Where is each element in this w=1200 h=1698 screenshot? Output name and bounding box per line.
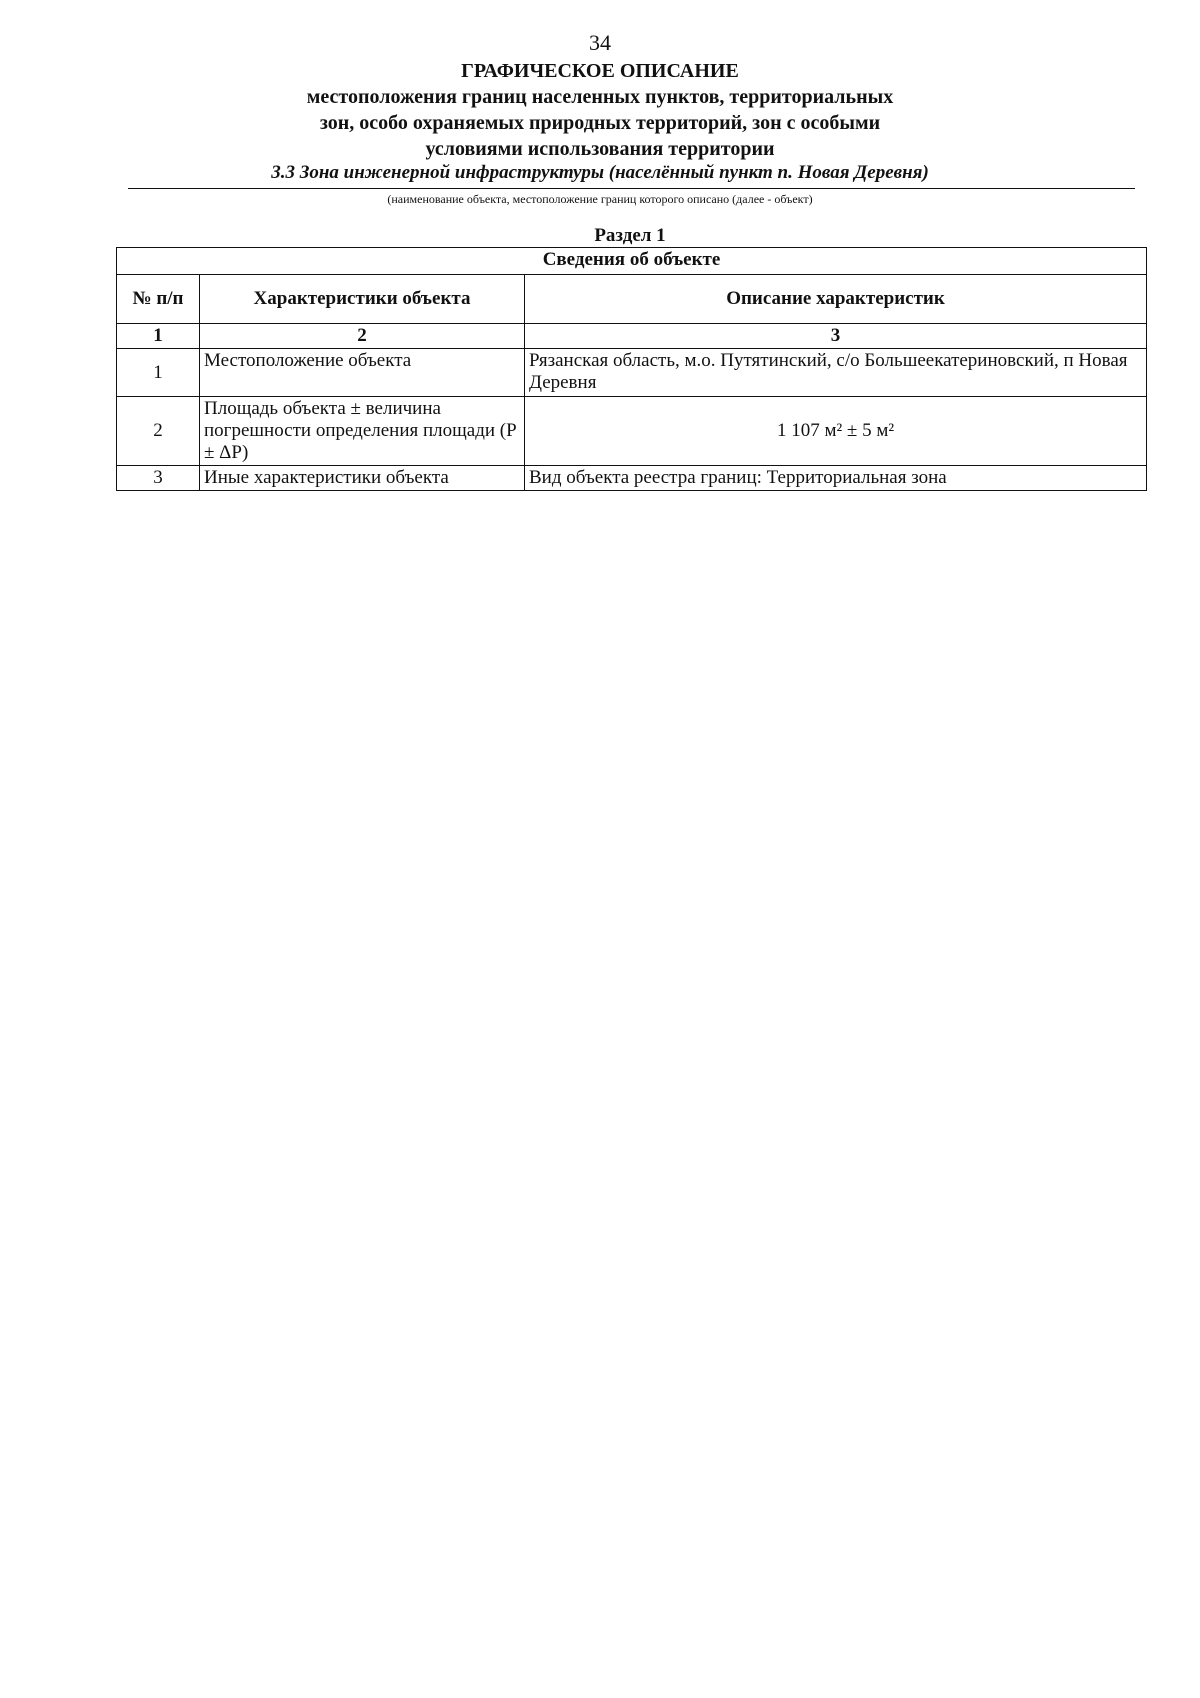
table-row <box>117 466 1147 491</box>
column-number-1: 1 <box>117 324 200 349</box>
table-caption-row <box>117 248 1147 275</box>
row-description: Вид объекта реестра границ: Территориальная зона <box>525 466 1147 491</box>
title-line-1: ГРАФИЧЕСКОЕ ОПИСАНИЕ <box>461 60 739 82</box>
title-line-4: условиями использования территории <box>425 138 775 160</box>
row-description: Рязанская область, м.о. Путятинский, с/о Большеекатериновский, п Новая Деревня <box>525 349 1147 397</box>
object-name-caption: (наименование объекта, местоположение границ которого описано (далее - объект) <box>387 192 813 206</box>
row-num: 1 <box>117 349 200 397</box>
table-row <box>117 397 1147 466</box>
object-name-underline <box>128 188 1135 189</box>
page-number: 34 <box>589 30 611 55</box>
title-line-2: местоположения границ населенных пунктов, территориальных <box>306 86 894 108</box>
title-line-3: зон, особо охраняемых природных территорий, зон с особыми <box>319 112 881 134</box>
header-num: № п/п <box>117 275 200 324</box>
column-number-row <box>117 324 1147 349</box>
header-characteristic: Характеристики объекта <box>200 275 525 324</box>
table-row <box>117 349 1147 397</box>
column-number-2: 2 <box>200 324 525 349</box>
row-num: 3 <box>117 466 200 491</box>
table-caption: Сведения об объекте <box>117 248 1147 275</box>
row-characteristic: Площадь объекта ± величина погрешности определения площади (P ± ΔP) <box>200 397 525 466</box>
document-title <box>0 58 1200 162</box>
row-num: 2 <box>117 397 200 466</box>
row-characteristic: Местоположение объекта <box>200 349 525 397</box>
row-characteristic: Иные характеристики объекта <box>200 466 525 491</box>
column-number-3: 3 <box>525 324 1147 349</box>
section-label: Раздел 1 <box>594 225 666 246</box>
object-info-table <box>116 247 1147 491</box>
table-header-row <box>117 275 1147 324</box>
row-description: 1 107 м² ± 5 м² <box>525 397 1147 466</box>
header-description: Описание характеристик <box>525 275 1147 324</box>
object-name: 3.3 Зона инженерной инфраструктуры (населённый пункт п. Новая Деревня) <box>271 162 929 183</box>
